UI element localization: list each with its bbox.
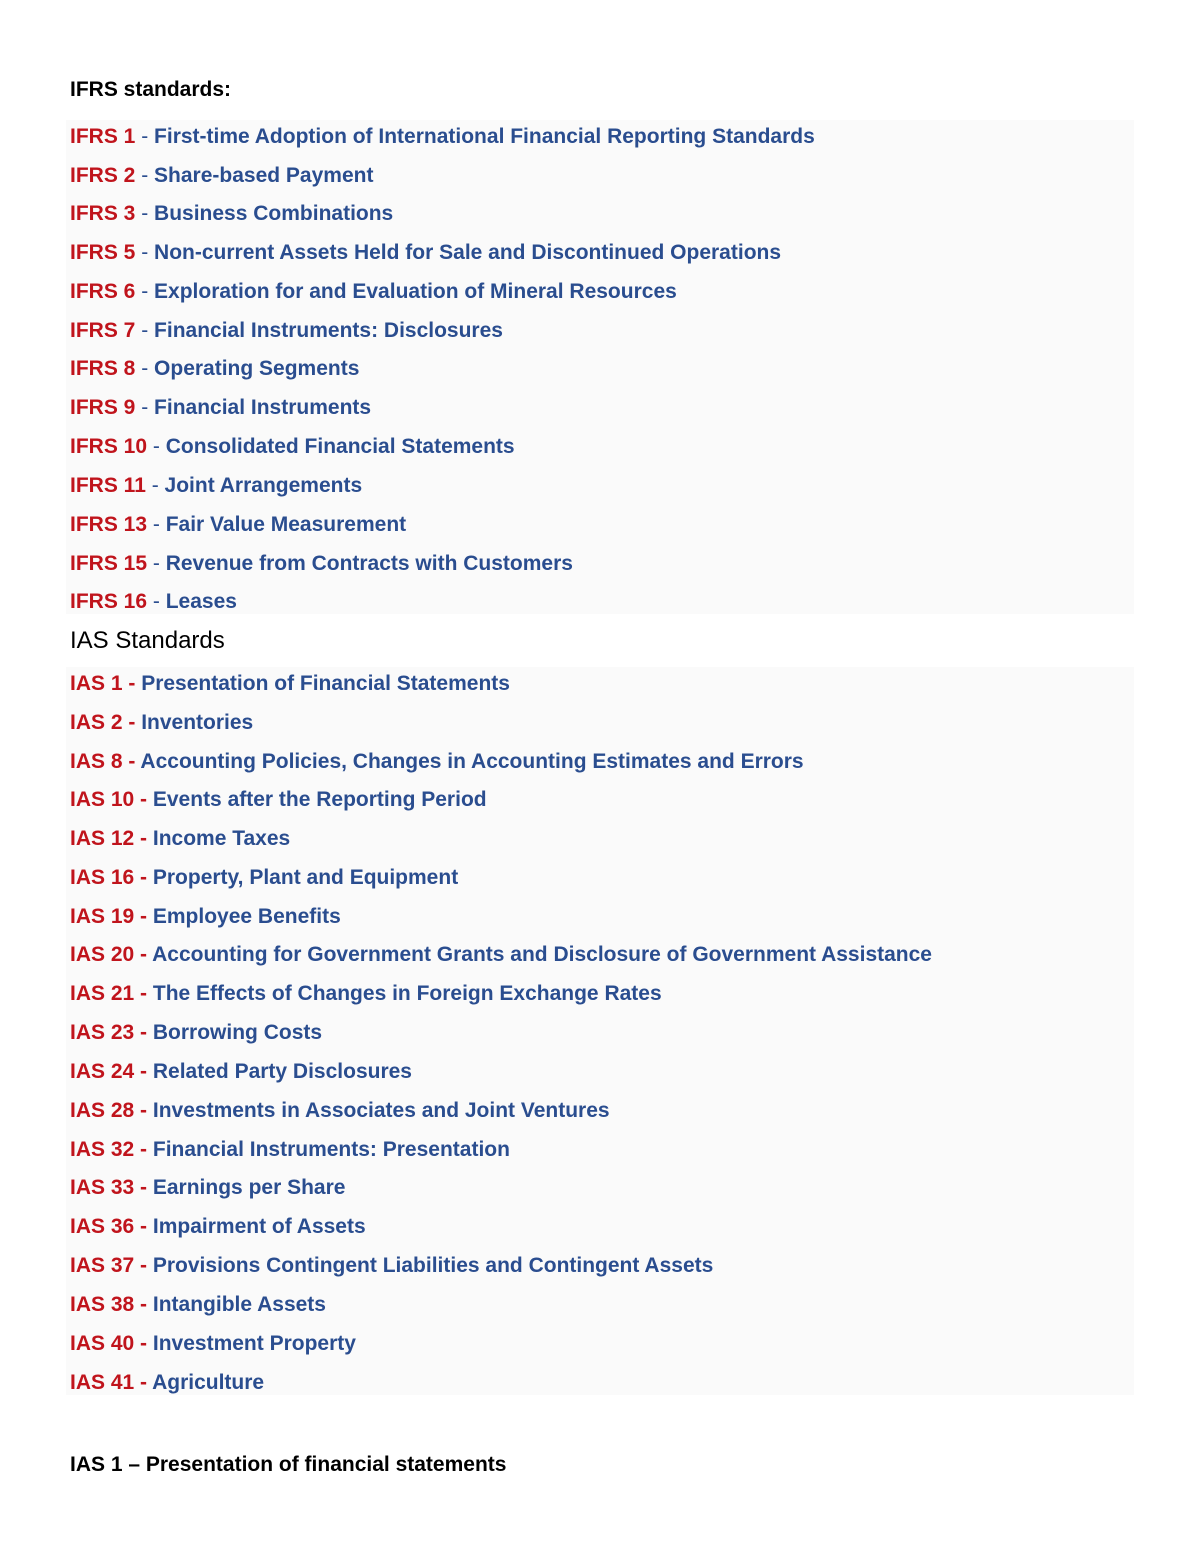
- standard-code: IAS 41: [70, 1371, 135, 1394]
- standard-title: Investment Property: [152, 1332, 356, 1355]
- separator: -: [135, 396, 155, 419]
- standard-title: Financial Instruments: [154, 396, 372, 419]
- ias-list: [66, 667, 1134, 1395]
- standard-code: IAS 1: [70, 672, 123, 695]
- separator: -: [135, 125, 155, 148]
- standard-title: Presentation of Financial Statements: [141, 672, 510, 695]
- standard-title: Fair Value Measurement: [165, 513, 407, 536]
- separator: -: [135, 164, 155, 187]
- standard-title: Inventories: [141, 711, 254, 734]
- separator: -: [134, 1332, 153, 1355]
- separator: -: [134, 1215, 153, 1238]
- separator: -: [134, 1060, 153, 1083]
- standard-code: IFRS 10: [70, 435, 148, 458]
- standard-title: Investments in Associates and Joint Ventures: [152, 1099, 610, 1122]
- standard-title: Leases: [165, 590, 237, 613]
- ias-item: [70, 1285, 326, 1324]
- ias-item: [70, 1363, 264, 1402]
- ias-item: [70, 1091, 610, 1130]
- standard-title: Accounting for Government Grants and Disclosure of Government Assistance: [152, 943, 932, 966]
- ias-item: [70, 780, 487, 819]
- ifrs-item: [70, 117, 815, 156]
- ifrs-item: [70, 311, 503, 350]
- ias-item: [70, 1052, 412, 1091]
- standard-code: IAS 40: [70, 1332, 135, 1355]
- standard-code: IFRS 11: [70, 474, 146, 497]
- separator: -: [122, 750, 141, 773]
- standard-title: Exploration for and Evaluation of Mineral Resources: [154, 280, 677, 303]
- standard-code: IFRS 8: [70, 357, 136, 380]
- standard-title: Accounting Policies, Changes in Accounting Estimates and Errors: [140, 750, 804, 773]
- separator: -: [134, 1138, 153, 1161]
- standard-title: The Effects of Changes in Foreign Exchange Rates: [152, 982, 662, 1005]
- standard-code: IAS 37: [70, 1254, 135, 1277]
- ias-item: [70, 1207, 366, 1246]
- standard-code: IFRS 9: [70, 396, 136, 419]
- standard-code: IAS 28: [70, 1099, 135, 1122]
- standard-code: IAS 21: [70, 982, 135, 1005]
- ifrs-list: [66, 120, 1134, 614]
- ias-item: [70, 1130, 510, 1169]
- ifrs-item: [70, 582, 237, 621]
- ias-item: [70, 703, 253, 742]
- standard-code: IAS 12: [70, 827, 135, 850]
- standard-code: IAS 33: [70, 1176, 135, 1199]
- ias-item: [70, 1246, 713, 1285]
- ifrs-item: [70, 233, 781, 272]
- standard-code: IFRS 3: [70, 202, 136, 225]
- standard-title: Intangible Assets: [152, 1293, 326, 1316]
- separator: -: [145, 474, 165, 497]
- standard-code: IFRS 15: [70, 552, 148, 575]
- separator: -: [134, 1293, 153, 1316]
- ifrs-item: [70, 505, 406, 544]
- separator: -: [135, 319, 155, 342]
- standard-title: Borrowing Costs: [152, 1021, 323, 1044]
- standard-title: Employee Benefits: [152, 905, 341, 928]
- standard-code: IFRS 2: [70, 164, 136, 187]
- separator: -: [134, 1371, 153, 1394]
- ifrs-item: [70, 427, 515, 466]
- standard-code: IFRS 6: [70, 280, 136, 303]
- standard-code: IAS 20: [70, 943, 135, 966]
- ifrs-item: [70, 156, 373, 195]
- ifrs-item: [70, 388, 371, 427]
- ias-item: [70, 664, 510, 703]
- separator: -: [134, 1176, 153, 1199]
- ias-item: [70, 1013, 322, 1052]
- standard-title: Financial Instruments: Presentation: [152, 1138, 510, 1161]
- separator: -: [147, 513, 166, 536]
- separator: -: [134, 1021, 153, 1044]
- standard-code: IAS 36: [70, 1215, 135, 1238]
- standard-code: IFRS 5: [70, 241, 136, 264]
- standard-code: IAS 10: [70, 788, 135, 811]
- separator: -: [135, 357, 155, 380]
- standard-title: Earnings per Share: [152, 1176, 346, 1199]
- separator: -: [134, 866, 153, 889]
- ias-heading: IAS Standards: [70, 627, 225, 654]
- separator: -: [147, 552, 166, 575]
- standard-code: IFRS 16: [70, 590, 148, 613]
- standard-title: Non-current Assets Held for Sale and Discontinued Operations: [154, 241, 782, 264]
- separator: -: [122, 672, 142, 695]
- standard-title: Financial Instruments: Disclosures: [154, 319, 503, 342]
- standard-code: IAS 2: [70, 711, 123, 734]
- standard-code: IAS 32: [70, 1138, 135, 1161]
- separator: -: [122, 711, 142, 734]
- ias-item: [70, 1324, 356, 1363]
- standard-title: Related Party Disclosures: [152, 1060, 412, 1083]
- separator: -: [147, 590, 166, 613]
- separator: -: [135, 280, 155, 303]
- separator: -: [134, 788, 153, 811]
- standard-code: IFRS 1: [70, 125, 136, 148]
- separator: -: [134, 1254, 153, 1277]
- standard-code: IAS 23: [70, 1021, 135, 1044]
- separator: -: [134, 827, 153, 850]
- standard-title: Agriculture: [152, 1371, 265, 1394]
- separator: -: [134, 905, 153, 928]
- standard-code: IFRS 7: [70, 319, 136, 342]
- standard-code: IAS 24: [70, 1060, 135, 1083]
- standard-title: Joint Arrangements: [164, 474, 363, 497]
- standard-code: IAS 19: [70, 905, 135, 928]
- standard-title: First-time Adoption of International Financial Reporting Standards: [154, 125, 815, 148]
- ias-item: [70, 1168, 345, 1207]
- ifrs-item: [70, 194, 393, 233]
- standard-title: Provisions Contingent Liabilities and Contingent Assets: [152, 1254, 714, 1277]
- ias-item: [70, 819, 290, 858]
- ifrs-item: [70, 544, 573, 583]
- section-heading: IAS 1 – Presentation of financial statements: [70, 1453, 507, 1476]
- separator: -: [135, 241, 155, 264]
- standard-title: Consolidated Financial Statements: [165, 435, 515, 458]
- ifrs-item: [70, 272, 677, 311]
- ifrs-heading: IFRS standards:: [70, 78, 232, 101]
- standard-code: IAS 38: [70, 1293, 135, 1316]
- ias-item: [70, 935, 932, 974]
- standard-code: IAS 8: [70, 750, 123, 773]
- standard-code: IFRS 13: [70, 513, 148, 536]
- standard-title: Business Combinations: [154, 202, 394, 225]
- ifrs-item: [70, 349, 359, 388]
- standard-title: Share-based Payment: [154, 164, 374, 187]
- standard-title: Property, Plant and Equipment: [152, 866, 459, 889]
- separator: -: [134, 943, 153, 966]
- ias-item: [70, 974, 662, 1013]
- standard-title: Events after the Reporting Period: [152, 788, 487, 811]
- ias-item: [70, 897, 341, 936]
- standard-title: Operating Segments: [154, 357, 360, 380]
- separator: -: [134, 982, 153, 1005]
- ias-item: [70, 742, 804, 781]
- standard-title: Income Taxes: [152, 827, 291, 850]
- standard-title: Impairment of Assets: [152, 1215, 366, 1238]
- separator: -: [134, 1099, 153, 1122]
- ias-item: [70, 858, 458, 897]
- standard-title: Revenue from Contracts with Customers: [165, 552, 573, 575]
- standard-code: IAS 16: [70, 866, 135, 889]
- separator: -: [147, 435, 166, 458]
- ifrs-item: [70, 466, 362, 505]
- separator: -: [135, 202, 155, 225]
